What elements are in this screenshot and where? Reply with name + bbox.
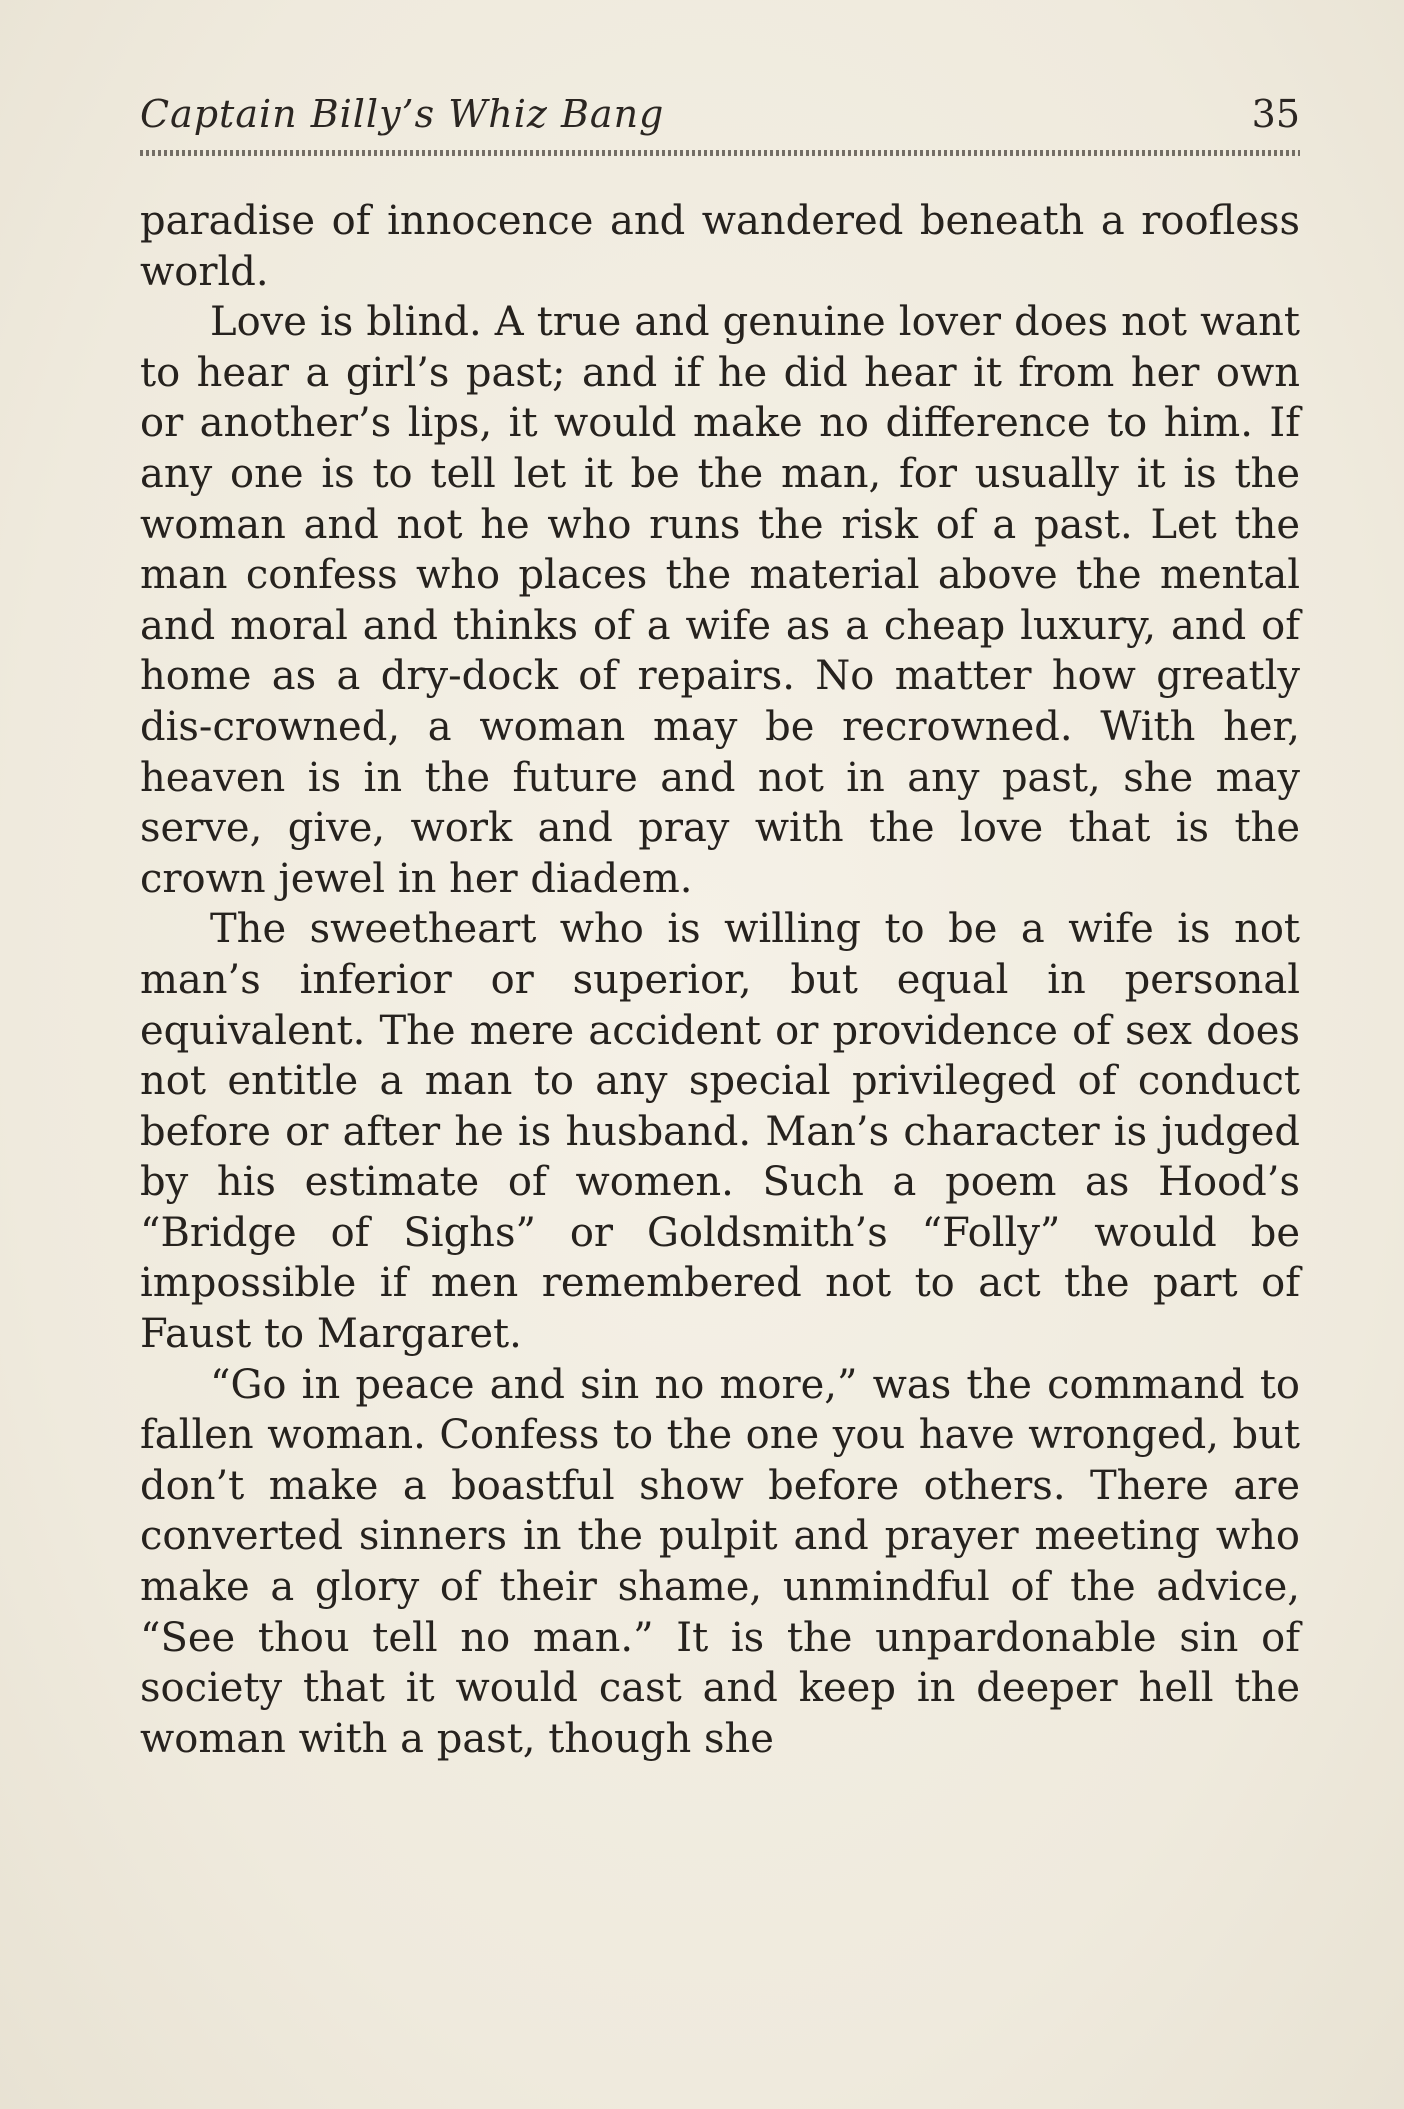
header-rule — [140, 150, 1300, 156]
paragraph: Love is blind. A true and genuine lover does not want to hear a girl’s past; and if he did hear it from her own or another’s lips, it would make no difference to him. If any one is to tell let it be the man, for usually it is the woman and not he who runs the risk of a past. Let the man confess who places the material above the mental and moral and thinks of a wife as a cheap luxury, and of home as a dry-dock of repairs. No matter how greatly dis-crowned, a woman may be recrowned. With her, heaven is in the future and not in any past, she may serve, give, work and pray with the love that is the crown jewel in her diadem. — [140, 299, 1300, 902]
page-header — [140, 92, 1300, 150]
body-text — [140, 196, 1300, 1764]
page-number: 35 — [1251, 92, 1300, 136]
paragraph: paradise of innocence and wandered beneath a roofless world. — [140, 198, 1300, 295]
paragraph: “Go in peace and sin no more,” was the command to fallen woman. Confess to the one you have wronged, but don’t make a boastful show before others. There are converted sinners in the pulpit and prayer meeting who make a glory of their shame, unmindful of the advice, “See thou tell no man.” It is the unpardonable sin of society that it would cast and keep in deeper hell the woman with a past, though she — [140, 1361, 1300, 1762]
running-title: Captain Billy’s Whiz Bang — [140, 92, 665, 136]
paragraph: The sweetheart who is willing to be a wife is not man’s inferior or superior, but equal in personal equivalent. The mere accident or providence of sex does not entitle a man to any special privileged of conduct before or after he is husband. Man’s character is judged by his estimate of women. Such a poem as Hood’s “Bridge of Sighs” or Goldsmith’s “Folly” would be impossible if men remembered not to act the part of Faust to Margaret. — [140, 906, 1300, 1358]
